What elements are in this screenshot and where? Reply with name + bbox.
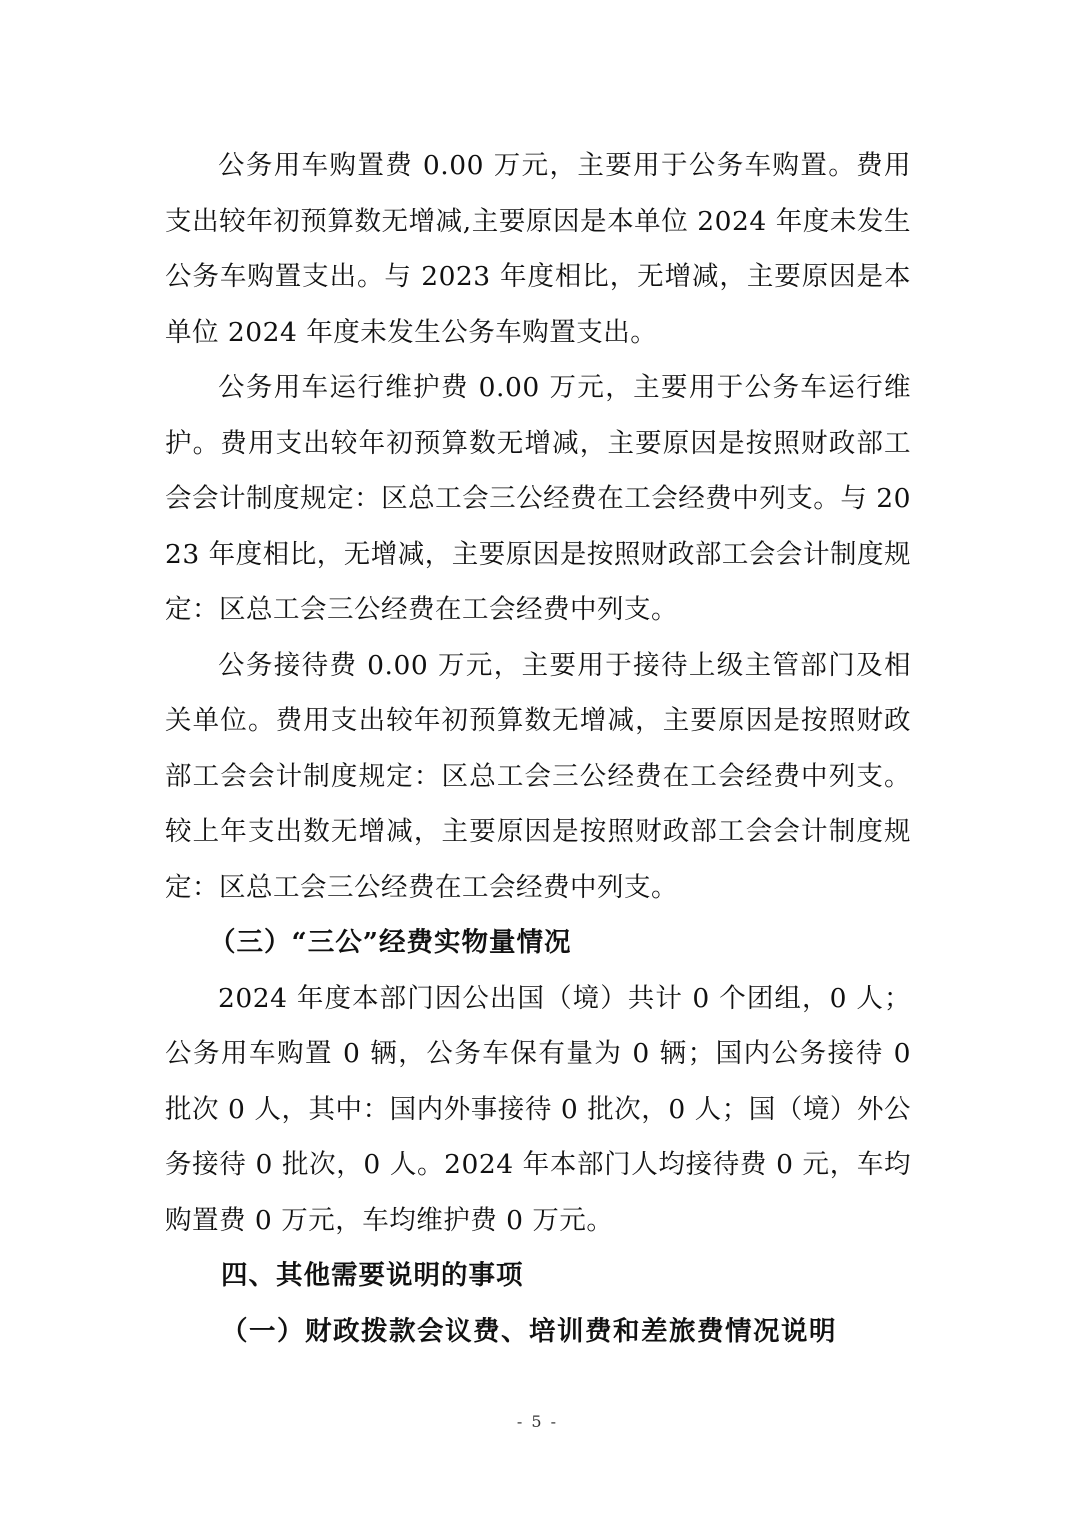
subheading-meeting-training-travel: （一）财政拨款会议费、培训费和差旅费情况说明	[221, 1315, 837, 1347]
subheading-physical-quantity: （三）“三公”经费实物量情况	[209, 927, 572, 958]
paragraph-vehicle-purchase: 公务用车购置费 0.00 万元，主要用于公务车购置。费用支出较年初预算数无增减,主要原因是本单位 2024 年度未发生公务车购置支出。与 2023 年度相比，无增减，主要原因是本单位 2024 年度未发生公务车购置支出。	[165, 150, 911, 348]
document-body	[165, 138, 911, 1359]
paragraph-physical-quantity: 2024 年度本部门因公出国（境）共计 0 个团组，0 人；公务用车购置 0 辆，公务车保有量为 0 辆；国内公务接待 0 批次 0 人，其中：国内外事接待 0 批次，0 人；国（境）外公务接待 0 批次，0 人。2024 年本部门人均接待费 0 元，车均购置费 0 万元，车均维护费 0 万元。	[165, 982, 911, 1236]
paragraph-reception-fees: 公务接待费 0.00 万元，主要用于接待上级主管部门及相关单位。费用支出较年初预算数无增减，主要原因是按照财政部工会会计制度规定：区总工会三公经费在工会经费中列支。较上年支出数无增减，主要原因是按照财政部工会会计制度规定：区总工会三公经费在工会经费中列支。	[165, 649, 911, 903]
paragraph-vehicle-maintenance: 公务用车运行维护费 0.00 万元，主要用于公务车运行维护。费用支出较年初预算数无增减，主要原因是按照财政部工会会计制度规定：区总工会三公经费在工会经费中列支。与 2023 年度相比，无增减，主要原因是按照财政部工会会计制度规定：区总工会三公经费在工会经费中列支。	[165, 372, 911, 625]
page-number: - 5 -	[516, 1412, 559, 1431]
section-heading-other-matters: 四、其他需要说明的事项	[221, 1260, 524, 1291]
